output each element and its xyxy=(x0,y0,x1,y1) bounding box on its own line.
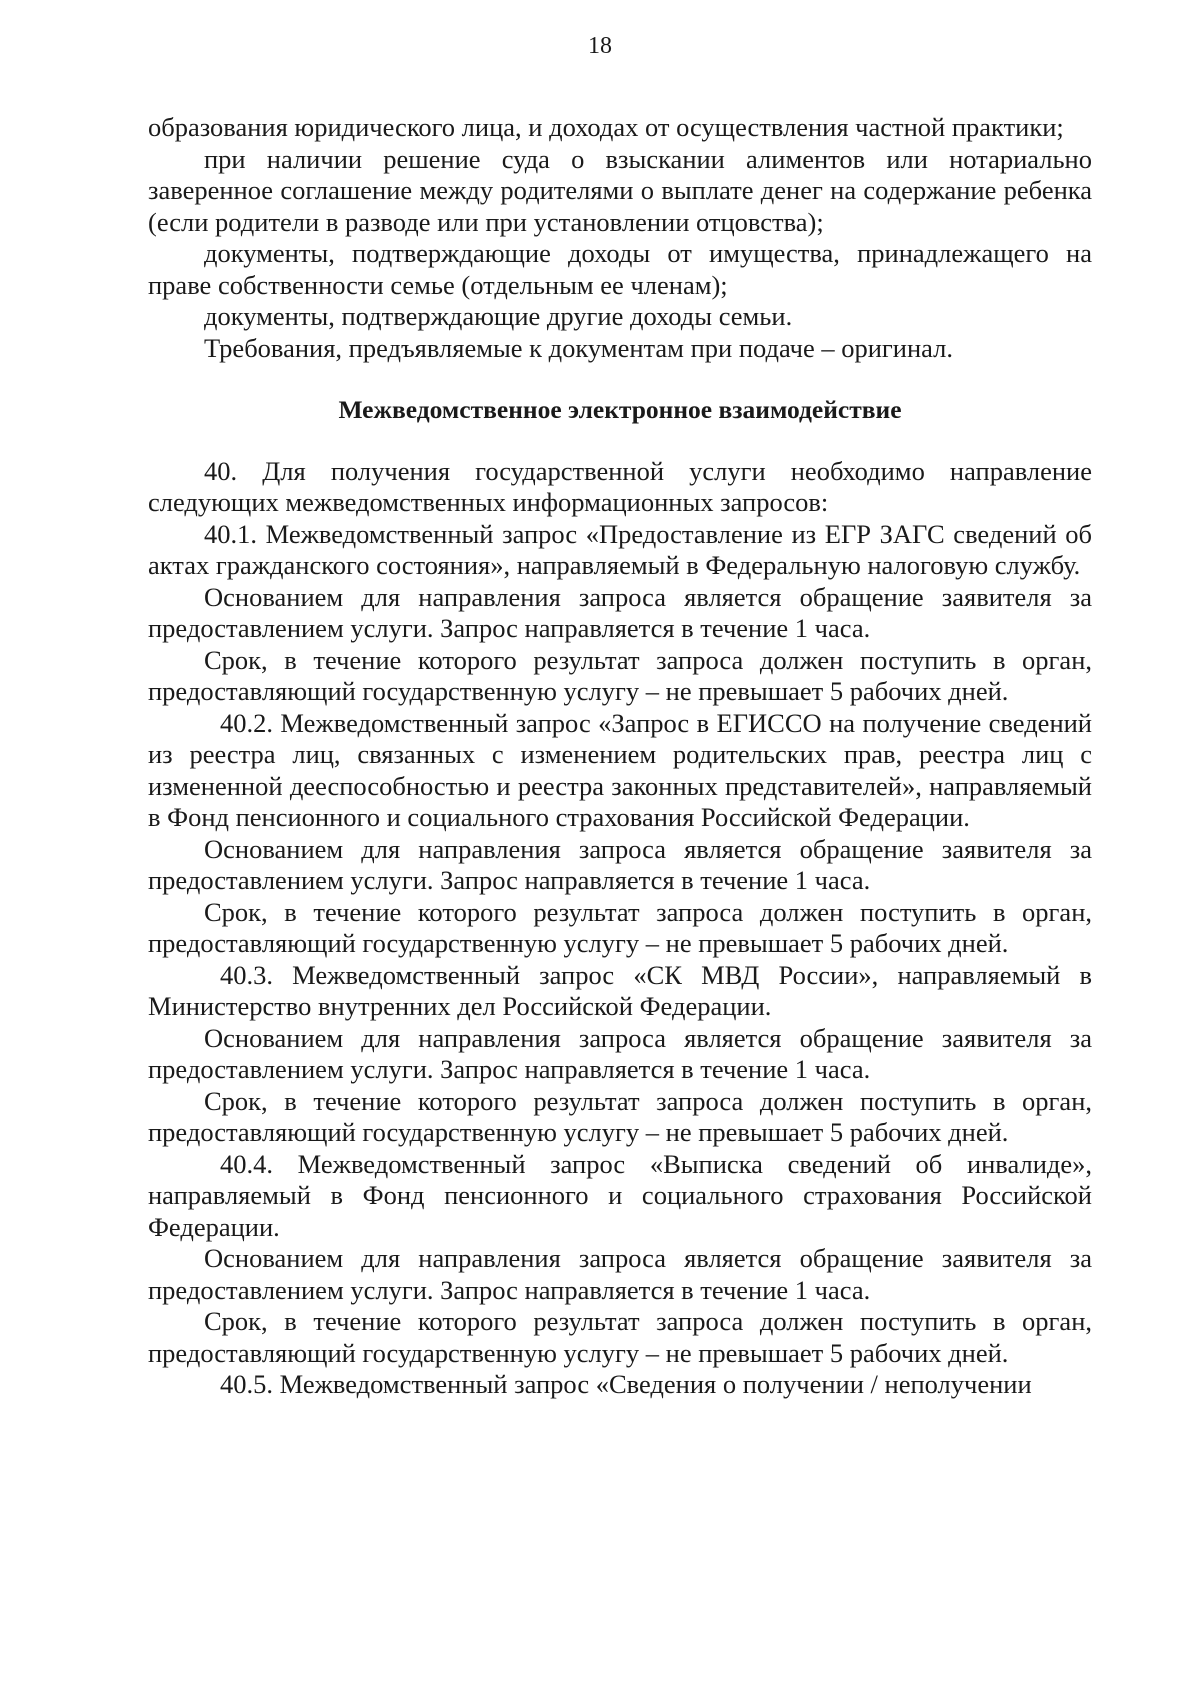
numbered-item: 40.2. Межведомственный запрос «Запрос в ЕГИССО на получение сведений из реестра лиц, связанных с изменением родительских прав, реестра лиц с измененной дееспособностью и реестра законных представителей», направляемый в Фонд пенсионного и социального страхования Российской Федерации. xyxy=(148,707,1092,832)
document-body xyxy=(148,112,1092,1401)
paragraph: Требования, предъявляемые к документам при подаче – оригинал. xyxy=(204,332,954,363)
paragraph: документы, подтверждающие доходы от имущества, принадлежащего на праве собственности семье (отдельным ее членам); xyxy=(148,238,1092,300)
paragraph: Срок, в течение которого результат запроса должен поступить в орган, предоставляющий государственную услугу – не превышает 5 рабочих дней. xyxy=(148,1306,1092,1368)
paragraph: Основанием для направления запроса является обращение заявителя за предоставлением услуги. Запрос направляется в течение 1 часа. xyxy=(148,833,1092,895)
numbered-item: 40.1. Межведомственный запрос «Предоставление из ЕГР ЗАГС сведений об актах гражданского состояния», направляемый в Федеральную налоговую службу. xyxy=(148,518,1092,580)
numbered-item: 40. Для получения государственной услуги необходимо направление следующих межведомственных информационных запросов: xyxy=(148,455,1092,517)
paragraph: Основанием для направления запроса является обращение заявителя за предоставлением услуги. Запрос направляется в течение 1 часа. xyxy=(148,1243,1092,1305)
paragraph: при наличии решение суда о взыскании алиментов или нотариально заверенное соглашение между родителями о выплате денег на содержание ребенка (если родители в разводе или при установлении отцовства); xyxy=(148,143,1092,237)
page-number: 18 xyxy=(588,33,612,59)
paragraph: Основанием для направления запроса является обращение заявителя за предоставлением услуги. Запрос направляется в течение 1 часа. xyxy=(148,1022,1092,1084)
numbered-item: 40.3. Межведомственный запрос «СК МВД России», направляемый в Министерство внутренних дел Российской Федерации. xyxy=(148,959,1092,1021)
paragraph: документы, подтверждающие другие доходы семьи. xyxy=(204,301,793,331)
section-heading: Межведомственное электронное взаимодействие xyxy=(338,395,902,424)
paragraph: Срок, в течение которого результат запроса должен поступить в орган, предоставляющий государственную услугу – не превышает 5 рабочих дней. xyxy=(148,1085,1092,1147)
numbered-item: 40.5. Межведомственный запрос «Сведения о получении / неполучении xyxy=(220,1369,1032,1399)
numbered-item: 40.4. Межведомственный запрос «Выписка сведений об инвалиде», направляемый в Фонд пенсионного и социального страхования Российской Федерации. xyxy=(148,1148,1092,1242)
paragraph: Основанием для направления запроса является обращение заявителя за предоставлением услуги. Запрос направляется в течение 1 часа. xyxy=(148,581,1092,643)
paragraph: Срок, в течение которого результат запроса должен поступить в орган, предоставляющий государственную услугу – не превышает 5 рабочих дней. xyxy=(148,896,1092,958)
paragraph: образования юридического лица, и доходах от осуществления частной практики; xyxy=(148,112,1064,142)
paragraph: Срок, в течение которого результат запроса должен поступить в орган, предоставляющий государственную услугу – не превышает 5 рабочих дней. xyxy=(148,644,1092,706)
